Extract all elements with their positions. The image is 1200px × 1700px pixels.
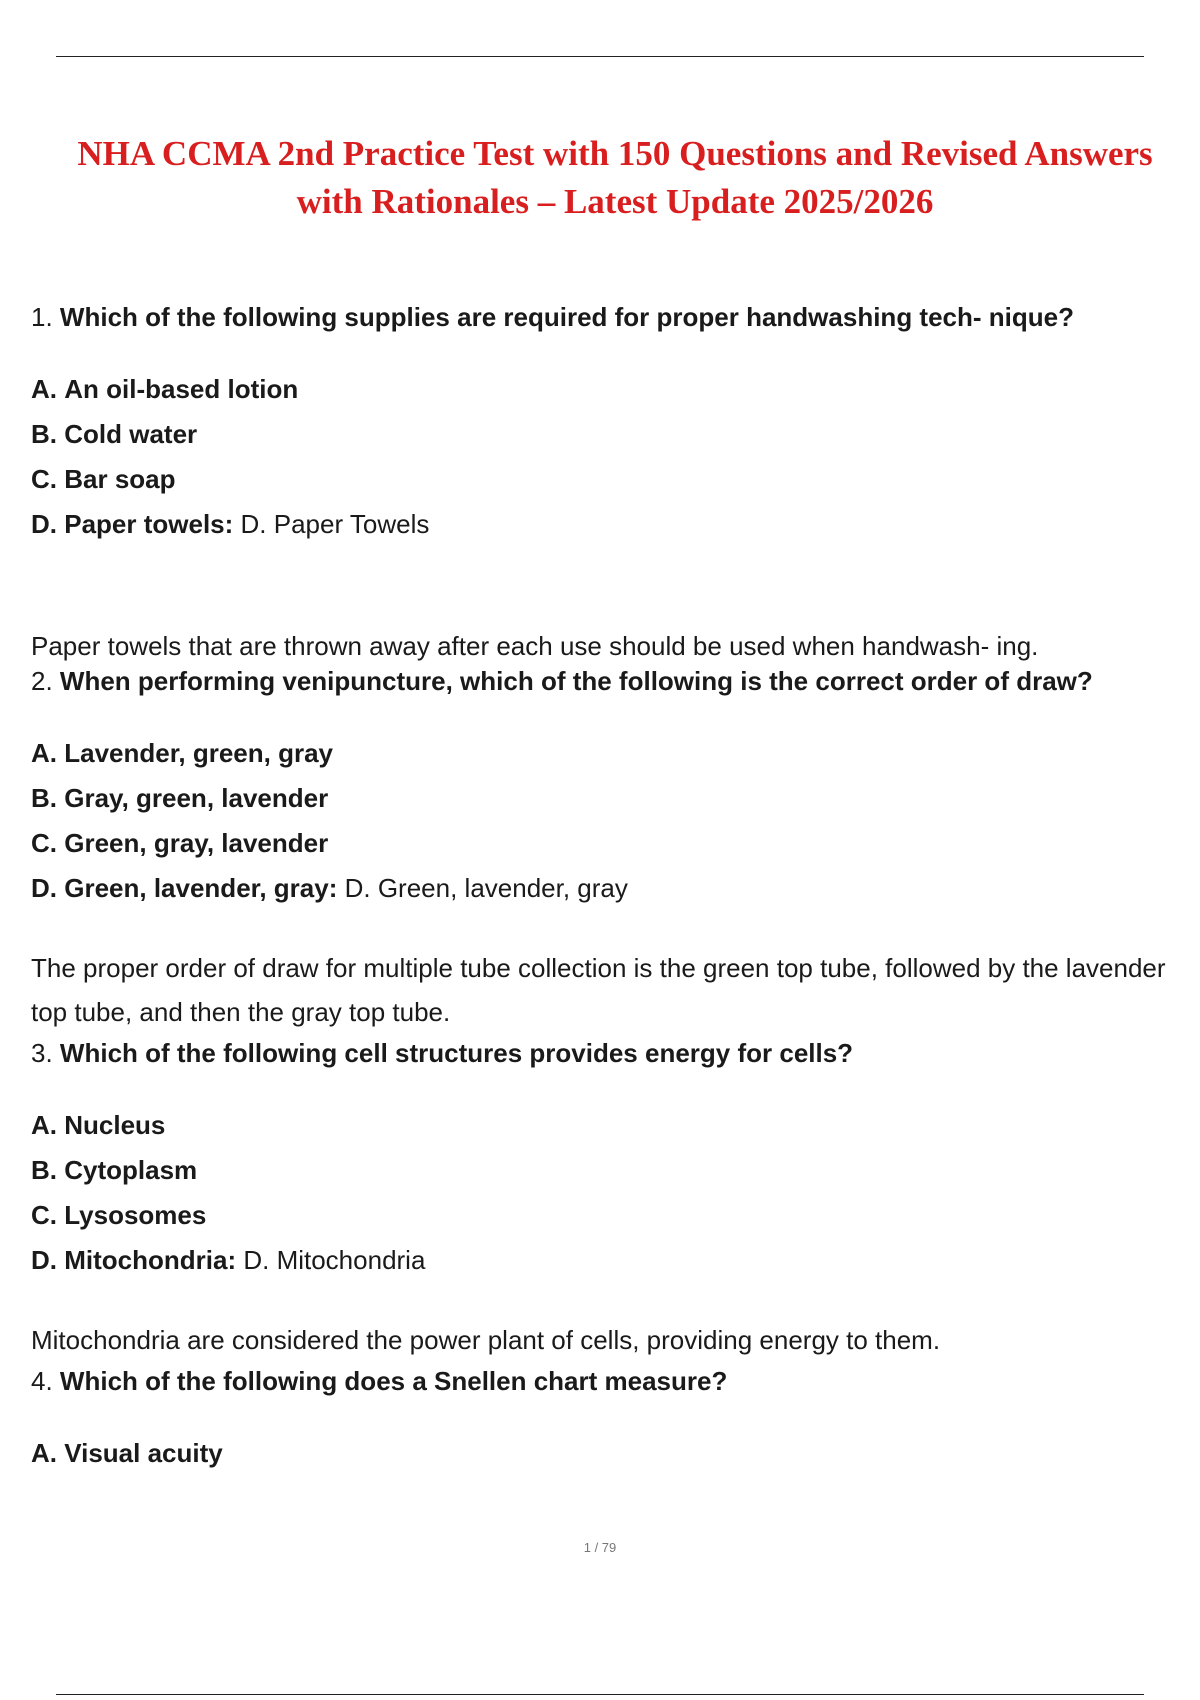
rationale-2: The proper order of draw for multiple tube collection is the green top tube, followed by the lavender top tube, and then the gray top tube. — [31, 953, 1166, 1027]
top-rule — [56, 56, 1144, 57]
page-number: 1 / 79 — [583, 1540, 617, 1555]
option-2b: B. Gray, green, lavender — [31, 783, 329, 813]
options-4 — [31, 1436, 1171, 1481]
option-3d: D. Mitochondria: D. Mitochondria — [31, 1245, 426, 1275]
option-1c: C. Bar soap — [31, 464, 176, 494]
title-line-2: with Rationales – Latest Update 2025/2026 — [296, 182, 934, 221]
question-block-2 — [31, 664, 1171, 1034]
option-2c: C. Green, gray, lavender — [31, 828, 329, 858]
question-block-1 — [31, 300, 1171, 668]
question-block-3 — [31, 1036, 1171, 1362]
option-1a: A. An oil-based lotion — [31, 374, 299, 404]
question-1: 1. Which of the following supplies are required for proper handwashing tech- nique? — [31, 302, 1074, 332]
answer-1: D. Paper Towels — [240, 509, 430, 539]
options-3 — [31, 1108, 1171, 1288]
option-3c: C. Lysosomes — [31, 1200, 207, 1230]
option-2d: D. Green, lavender, gray: D. Green, lavender, gray — [31, 873, 628, 903]
option-1d: D. Paper towels: D. Paper Towels — [31, 509, 430, 539]
question-4: 4. Which of the following does a Snellen chart measure? — [31, 1366, 728, 1396]
option-3b: B. Cytoplasm — [31, 1155, 198, 1185]
title-line-1: NHA CCMA 2nd Practice Test with 150 Questions and Revised Answers — [77, 134, 1153, 173]
rationale-1: Paper towels that are thrown away after each use should be used when handwash- ing. — [31, 631, 1039, 661]
option-1b: B. Cold water — [31, 419, 198, 449]
document-title — [30, 130, 1200, 226]
question-block-4 — [31, 1364, 1171, 1481]
option-3a: A. Nucleus — [31, 1110, 166, 1140]
options-1 — [31, 372, 1171, 552]
option-4a: A. Visual acuity — [31, 1438, 223, 1468]
question-2: 2. When performing venipuncture, which of the following is the correct order of draw? — [31, 666, 1093, 696]
question-3: 3. Which of the following cell structures provides energy for cells? — [31, 1038, 854, 1068]
rationale-3: Mitochondria are considered the power plant of cells, providing energy to them. — [31, 1325, 941, 1355]
answer-3: D. Mitochondria — [243, 1245, 426, 1275]
answer-2: D. Green, lavender, gray — [344, 873, 628, 903]
question-list — [31, 300, 1171, 1481]
options-2 — [31, 736, 1171, 916]
option-2a: A. Lavender, green, gray — [31, 738, 334, 768]
bottom-rule — [56, 1694, 1144, 1695]
